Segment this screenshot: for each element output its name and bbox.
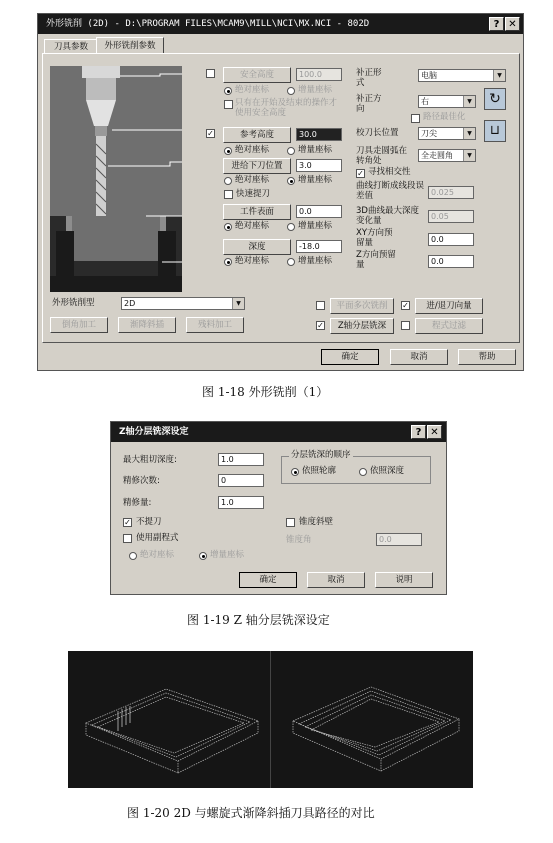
toolpath-2d-image (68, 651, 270, 788)
taper-checkbox[interactable] (286, 518, 295, 527)
depth-inc-label: 增量座标 (298, 256, 333, 266)
contour-type-label: 外形铣削型 (52, 298, 95, 308)
z-stock-field[interactable]: 0.0 (428, 255, 474, 268)
finish-cuts-label: 精修次数: (123, 476, 160, 486)
subprog-abs-label: 绝对座标 (140, 550, 175, 560)
comp-dir-select[interactable] (418, 95, 476, 108)
path-optimize-label: 路径最佳化 (423, 112, 466, 122)
chevron-down-icon: ▼ (463, 128, 475, 139)
keep-tool-down-label: 不提刀 (136, 517, 162, 527)
cancel-button[interactable]: 取消 (307, 572, 365, 588)
fast-retract-checkbox[interactable] (224, 190, 233, 199)
feed-plane-button[interactable]: 进给下刀位置 (223, 158, 291, 174)
ref-inc-label: 增量座标 (298, 145, 333, 155)
max-rough-label: 最大粗切深度: (123, 455, 177, 465)
order-group-label: 分层铣深的顺序 (291, 450, 351, 460)
by-depth-label: 依照深度 (370, 466, 405, 476)
close-icon[interactable]: ✕ (505, 17, 520, 31)
feed-inc-radio[interactable] (287, 177, 295, 185)
depth-diagram (50, 66, 182, 292)
top-stock-field[interactable]: 0.0 (296, 205, 342, 218)
finish-cuts-field[interactable]: 0 (218, 474, 264, 487)
safe-abs-label: 绝对座标 (235, 85, 270, 95)
tip-comp-select[interactable] (418, 127, 476, 140)
safe-abs-radio[interactable] (224, 87, 232, 95)
xy-stock-label: XY方向预留量 (356, 228, 393, 248)
multi-pass-button[interactable]: 平面多次铣削 (330, 298, 394, 314)
top-stock-button[interactable]: 工件表面 (223, 204, 291, 220)
help-question-icon[interactable]: ? (489, 17, 504, 31)
safe-height-field[interactable]: 100.0 (296, 68, 342, 81)
close-icon[interactable]: ✕ (427, 425, 442, 439)
use-subprog-label: 使用副程式 (136, 533, 179, 543)
taper-angle-field[interactable]: 0.0 (376, 533, 422, 546)
depth-field[interactable]: -18.0 (296, 240, 342, 253)
top-inc-radio[interactable] (287, 223, 295, 231)
comp-dir-label: 补正方向 (356, 94, 382, 114)
ref-height-button[interactable]: 参考高度 (223, 127, 291, 143)
subprog-abs-radio[interactable] (129, 552, 137, 560)
contour-dialog (37, 13, 524, 371)
subprog-inc-label: 增量座标 (210, 550, 245, 560)
intersect-checkbox[interactable]: ✓ (357, 169, 364, 178)
by-contour-radio[interactable] (291, 468, 299, 476)
depth-inc-radio[interactable] (287, 258, 295, 266)
tab-tool-params[interactable]: 刀具参数 (44, 39, 98, 54)
help-button[interactable]: 帮助 (458, 349, 516, 365)
subprog-inc-radio[interactable] (199, 552, 207, 560)
max-depth-field[interactable]: 0.05 (428, 210, 474, 223)
remachine-button[interactable]: 残料加工 (186, 317, 244, 333)
by-contour-label: 依照轮廓 (302, 466, 337, 476)
multi-pass-checkbox[interactable] (316, 301, 325, 310)
feed-abs-label: 绝对座标 (235, 175, 270, 185)
intersect-label: 寻找相交性 (368, 167, 411, 177)
chevron-down-icon: ▼ (232, 298, 244, 309)
depth-button[interactable]: 深度 (223, 239, 291, 255)
depth-abs-label: 绝对座标 (235, 256, 270, 266)
roll-label: 刀具走圆弧在转角处 (356, 146, 408, 166)
only-start-end-label: 只有在开始及结束的操作才使用安全高度 (235, 98, 338, 118)
help-question-icon[interactable]: ? (411, 425, 426, 439)
depth-cuts-checkbox[interactable]: ✓ (317, 321, 324, 330)
toolpath-ramp-image (271, 651, 473, 788)
ref-inc-radio[interactable] (287, 147, 295, 155)
tip-comp-label: 校刀长位置 (356, 128, 399, 138)
ref-height-checkbox[interactable]: ✓ (207, 129, 214, 138)
by-depth-radio[interactable] (359, 468, 367, 476)
top-abs-label: 绝对座标 (235, 221, 270, 231)
taper-label: 锥度斜壁 (299, 517, 334, 527)
feed-abs-radio[interactable] (224, 177, 232, 185)
cancel-button[interactable]: 取消 (390, 349, 448, 365)
linearize-field[interactable]: 0.025 (428, 186, 474, 199)
ok-button[interactable]: 确定 (321, 349, 379, 365)
feed-plane-field[interactable]: 3.0 (296, 159, 342, 172)
feed-inc-label: 增量座标 (298, 175, 333, 185)
contour-type-select[interactable] (121, 297, 245, 310)
tool-tip-icon[interactable]: ⊔ (484, 120, 506, 142)
ref-abs-radio[interactable] (224, 147, 232, 155)
filter-checkbox[interactable] (401, 321, 410, 330)
safe-height-checkbox[interactable] (206, 69, 215, 78)
depth-cuts-button[interactable]: Z轴分层铣深 (330, 318, 394, 334)
max-rough-field[interactable]: 1.0 (218, 453, 264, 466)
fast-retract-label: 快速提刀 (236, 189, 271, 199)
linearize-label: 曲线打断成线段误差值 (356, 181, 425, 201)
tab-contour-params[interactable]: 外形铣削参数 (96, 37, 164, 54)
finish-step-label: 精修量: (123, 498, 152, 508)
roll-value: 全走圆角 (421, 151, 453, 160)
chamfer-button[interactable]: 倒角加工 (50, 317, 108, 333)
xy-stock-field[interactable]: 0.0 (428, 233, 474, 246)
contour-dialog-title: 外形铣削 (2D) - D:\PROGRAM FILES\MCAM9\MILL\NCI\MX.NCI - 802D (38, 14, 523, 34)
chevron-down-icon: ▼ (463, 150, 475, 161)
z-stock-label: Z方向预留量 (356, 250, 396, 270)
toolpath-comparison-image (68, 651, 473, 788)
top-inc-label: 增量座标 (298, 221, 333, 231)
comp-type-label: 补正形式 (356, 68, 382, 88)
filter-button[interactable]: 程式过滤 (415, 318, 483, 334)
depth-abs-radio[interactable] (224, 258, 232, 266)
figure-1-19-caption: 图 1-19 Z 轴分层铣深设定 (187, 613, 330, 627)
comp-type-value: 电脑 (421, 71, 437, 80)
figure-1-20-caption: 图 1-20 2D 与螺旋式渐降斜插刀具路径的对比 (127, 806, 375, 820)
tip-comp-value: 刀尖 (421, 129, 437, 138)
safe-height-button[interactable]: 安全高度 (223, 67, 291, 83)
ok-button[interactable]: 确定 (239, 572, 297, 588)
max-depth-label: 3D曲线最大深度变化量 (356, 206, 419, 226)
ramp-button[interactable]: 渐降斜插 (118, 317, 176, 333)
chevron-down-icon: ▼ (493, 70, 505, 81)
contour-type-value: 2D (124, 299, 136, 308)
finish-step-field[interactable]: 1.0 (218, 496, 264, 509)
comp-direction-icon[interactable]: ↻ (484, 88, 506, 110)
ref-height-field[interactable]: 30.0 (296, 128, 342, 141)
top-abs-radio[interactable] (224, 223, 232, 231)
path-optimize-checkbox[interactable] (411, 114, 420, 123)
taper-angle-label: 锥度角 (286, 535, 312, 545)
comp-dir-value: 右 (421, 97, 429, 106)
only-start-end-checkbox[interactable] (224, 100, 233, 109)
depth-cuts-dialog (110, 421, 447, 595)
depth-cuts-title: Z轴分层铣深设定 (111, 422, 446, 442)
lead-button[interactable]: 进/退刀向量 (415, 298, 483, 314)
roll-select[interactable] (418, 149, 476, 162)
figure-1-18-caption: 图 1-18 外形铣削（1） (202, 385, 329, 399)
help-button[interactable]: 说明 (375, 572, 433, 588)
keep-tool-down-checkbox[interactable]: ✓ (124, 518, 131, 527)
lead-checkbox[interactable]: ✓ (402, 301, 409, 310)
chevron-down-icon: ▼ (463, 96, 475, 107)
safe-inc-radio[interactable] (287, 87, 295, 95)
comp-type-select[interactable] (418, 69, 506, 82)
use-subprog-checkbox[interactable] (123, 534, 132, 543)
ref-abs-label: 绝对座标 (235, 145, 270, 155)
safe-inc-label: 增量座标 (298, 85, 333, 95)
